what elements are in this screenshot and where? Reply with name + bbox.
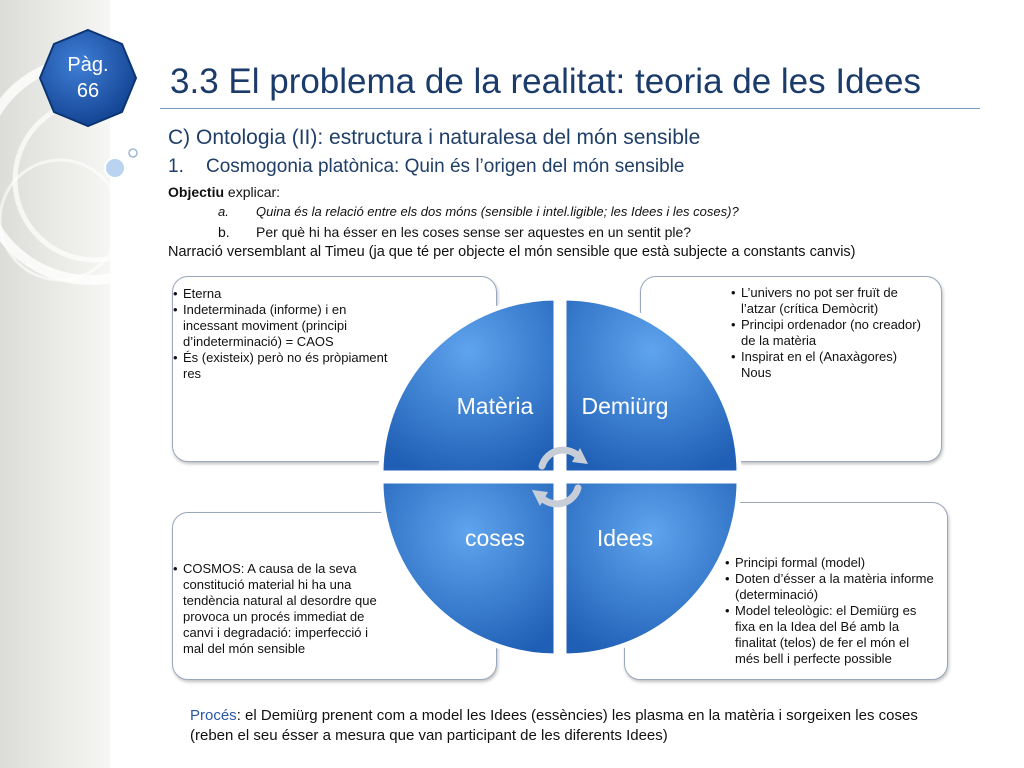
process-text: : el Demiürg prenent com a model les Idees (essències) les plasma en la matèria i sorgeixen les coses (reben el seu ésser a mesura que van participant de les diferents Idees) — [190, 707, 918, 744]
materia-list — [173, 286, 398, 382]
idees-item: • Doten d’ésser a la matèria informe (determinació) — [725, 571, 937, 603]
quadrant-coses-label: coses — [464, 525, 526, 551]
demiurg-list — [731, 285, 931, 381]
idees-list — [725, 555, 937, 667]
section-subtitle: C) Ontologia (II): estructura i naturalesa del món sensible — [168, 126, 701, 149]
objective-line — [168, 184, 280, 200]
demiurg-item: • L’univers no pot ser fruït de l’atzar (crítica Demòcrit) — [731, 285, 931, 317]
objective-item-b-text: Per què hi ha ésser en les coses sense ser aquestes en un sentit ple? — [256, 224, 692, 240]
process-label: Procés — [190, 707, 237, 724]
quadrant-demiurg — [564, 298, 739, 473]
quadrant-idees — [564, 481, 739, 656]
page-badge-line1: Pàg. — [67, 54, 109, 76]
objective-item-b-letter: b. — [218, 224, 230, 240]
quadrant-materia — [381, 298, 556, 473]
idees-item: • Model teleològic: el Demiürg es fixa en la Idea del Bé amb la finalitat (telos) de fer el món el més bell i perfecte possible — [725, 603, 937, 667]
page-badge-label — [38, 52, 138, 104]
narration-line: Narració versemblant al Timeu (ja que té per objecte el món sensible que està subjecte a constants canvis) — [168, 244, 856, 260]
cosmogonia-number: 1. — [168, 156, 184, 177]
quadrant-coses — [381, 481, 556, 656]
quadrant-idees-label: Idees — [596, 525, 654, 551]
objective-item-b — [218, 224, 691, 240]
cosmogonia-heading — [168, 156, 684, 178]
idees-item: • Principi formal (model) — [725, 555, 937, 571]
title-divider — [160, 108, 980, 109]
materia-item: • És (existeix) però no és pròpiament res — [173, 350, 398, 382]
decorative-dots — [100, 140, 140, 190]
objective-label: Objectiu — [168, 184, 225, 200]
quadrant-demiurg-label: Demiürg — [581, 393, 669, 419]
page-badge-line2: 66 — [76, 80, 100, 102]
coses-item: • COSMOS: A causa de la seva constitució material hi ha una tendència natural al desordre que provoca un procés immediat de canvi i degradació: imperfecció i mal del món sensible — [173, 561, 378, 657]
slide-title: 3.3 El problema de la realitat: teoria de les Idees — [170, 62, 921, 101]
demiurg-item: • Inspirat en el (Anaxàgores) Nous — [731, 349, 931, 381]
materia-item: • Eterna — [173, 286, 398, 302]
objective-rest: explicar: — [224, 184, 281, 200]
quadrant-materia-label: Matèria — [456, 393, 534, 419]
process-paragraph — [190, 706, 950, 746]
demiurg-item: • Principi ordenador (no creador) de la matèria — [731, 317, 931, 349]
ontology-cycle-diagram — [375, 292, 745, 662]
objective-item-a — [218, 204, 739, 219]
cosmogonia-text: Cosmogonia platònica: Quin és l’origen del món sensible — [206, 156, 685, 177]
materia-item: • Indeterminada (informe) i en incessant moviment (principi d’indeterminació) = CAOS — [173, 302, 398, 350]
objective-item-a-text: Quina és la relació entre els dos móns (sensible i intel.ligible; les Idees i les coses)? — [256, 204, 739, 219]
objective-item-a-letter: a. — [218, 204, 229, 219]
coses-list — [173, 561, 378, 657]
